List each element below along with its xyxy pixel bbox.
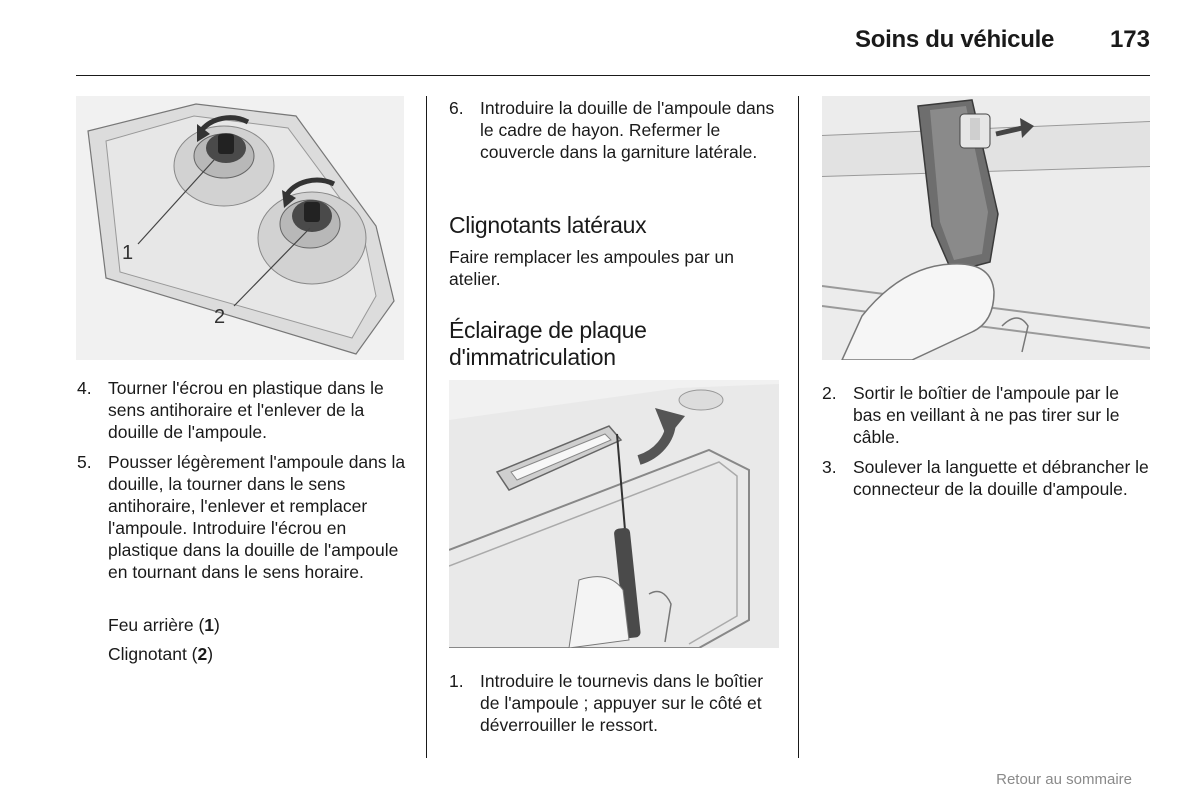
back-to-contents-link[interactable]: Retour au sommaire [996, 771, 1132, 788]
left-steps [77, 377, 407, 591]
step-4 [77, 377, 407, 443]
step-text: Pousser légèrement l'ampoule dans la douille, la tourner dans le sens antihoraire, l'enlever et remplacer l'ampoule. Introduire l'écrou en plastique dans la douille de l'ampoule en tournant dans le sens horaire. [108, 452, 406, 582]
rear-light-item [108, 614, 220, 636]
step-number: 1. [449, 671, 464, 691]
step-2 [822, 382, 1152, 448]
side-indicators-text: Faire remplacer les ampoules par un atelier. [449, 247, 734, 289]
step-text: Introduire le tournevis dans le boîtier de l'ampoule ; appuyer sur le côté et déverrouiller le ressort. [480, 671, 764, 735]
indicator-number: 2 [197, 644, 208, 664]
right-steps [822, 382, 1152, 508]
step-6 [449, 97, 781, 163]
plate-light-illustration [449, 380, 779, 648]
indicator-label: Clignotant ( [108, 644, 198, 664]
step-number: 2. [822, 383, 837, 403]
tail-light-illustration [76, 96, 404, 360]
bulb-housing-illustration [822, 96, 1150, 360]
bulb-housing-drawing [822, 96, 1150, 360]
step-3 [822, 456, 1152, 500]
page-number: 173 [1109, 26, 1150, 53]
step-text: Tourner l'écrou en plastique dans le sens antihoraire et l'enlever de la douille de l'ampoule. [108, 378, 384, 442]
plate-light-drawing [449, 380, 779, 648]
callout-1: 1 [122, 242, 134, 264]
step-text: Sortir le boîtier de l'ampoule par le bas en veillant à ne pas tirer sur le câble. [853, 383, 1120, 447]
step-5 [77, 451, 407, 583]
column-divider-right [798, 96, 799, 758]
step-number: 4. [77, 378, 92, 398]
step-number: 5. [77, 452, 92, 472]
tail-light-drawing [76, 96, 404, 360]
header-rule [76, 75, 1150, 76]
indicator-item [108, 643, 213, 665]
callout-2: 2 [214, 306, 226, 328]
step-1 [449, 670, 781, 736]
middle-step-6 [449, 97, 781, 171]
section-title: Soins du véhicule [855, 26, 1054, 53]
middle-step-1 [449, 670, 781, 744]
rear-light-close: ) [214, 615, 220, 635]
step-text: Soulever la languette et débrancher le connecteur de la douille d'ampoule. [853, 457, 1149, 499]
indicator-close: ) [207, 644, 214, 664]
step-number: 3. [822, 457, 837, 477]
page-header [76, 24, 1150, 58]
column-divider-left [426, 96, 427, 758]
step-number: 6. [449, 98, 464, 118]
heading-plate-light: Éclairage de plaque d'immatriculation [449, 317, 647, 370]
rear-light-label: Feu arrière ( [108, 615, 205, 635]
rear-light-number: 1 [204, 615, 215, 635]
heading-side-indicators: Clignotants latéraux [449, 212, 647, 238]
step-text: Introduire la douille de l'ampoule dans le cadre de hayon. Refermer le couvercle dans la garniture latérale. [480, 98, 775, 162]
